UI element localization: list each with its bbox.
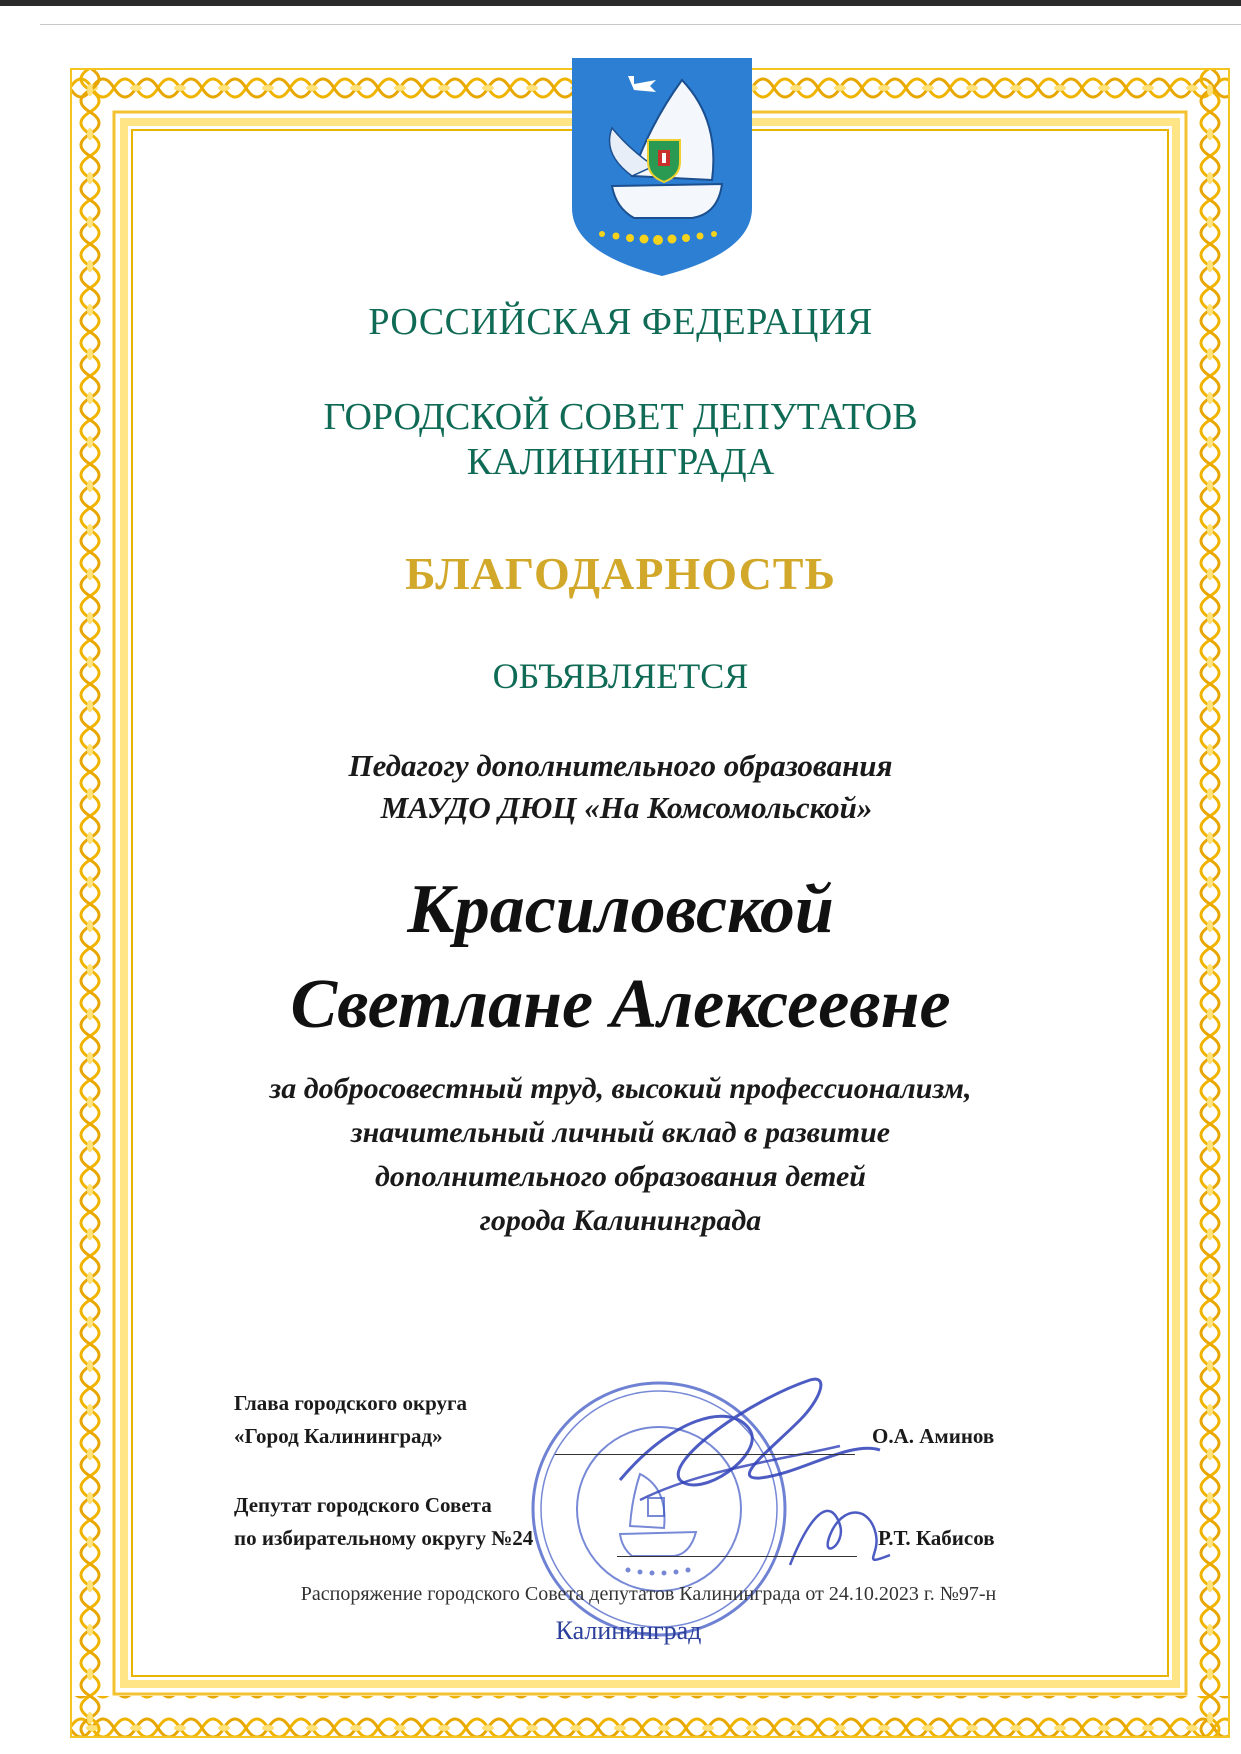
announce-line: ОБЪЯВЛЯЕТСЯ <box>492 656 749 696</box>
recipient-position-line2: МАУДО ДЮЦ «На Комсомольской» <box>380 790 873 825</box>
certificate-title: БЛАГОДАРНОСТЬ <box>405 548 836 599</box>
recipient-position-line1: Педагогу дополнительного образования <box>348 748 893 783</box>
reason-line: значительный личный вклад в развитие <box>350 1116 891 1149</box>
signatory-2-title-line2: по избирательному округу №24 <box>234 1526 534 1550</box>
decree-reference: Распоряжение городского Совета депутатов Калининграда от 24.10.2023 г. №97-н <box>300 1583 997 1605</box>
council-heading-line2: КАЛИНИНГРАДА <box>466 441 775 483</box>
kaliningrad-coat-of-arms-icon <box>572 58 752 278</box>
reason-line: дополнительного образования детей <box>375 1160 866 1193</box>
signatory-1-name: О.А. Аминов <box>872 1424 995 1448</box>
signatory-2-name: Р.Т. Кабисов <box>878 1526 995 1550</box>
signatory-2-title-line1: Депутат городского Совета <box>234 1493 492 1517</box>
recipient-given-names: Светлане Алексеевне <box>290 966 951 1043</box>
scan-edge-thin <box>40 24 1241 25</box>
city-name: Калининград <box>555 1616 702 1645</box>
signature-line <box>617 1556 857 1557</box>
signatory-1-title-line2: «Город Калининград» <box>234 1424 443 1448</box>
coat-of-arms <box>572 58 752 278</box>
reason-line: за добросовестный труд, высокий профессионализм, <box>269 1072 972 1105</box>
signature-line <box>555 1454 855 1455</box>
scan-edge <box>0 0 1241 6</box>
council-heading-line1: ГОРОДСКОЙ СОВЕТ ДЕПУТАТОВ <box>323 396 918 438</box>
country-heading: РОССИЙСКАЯ ФЕДЕРАЦИЯ <box>368 301 873 343</box>
recipient-surname: Красиловской <box>407 871 834 948</box>
reason-line: города Калининграда <box>479 1204 762 1237</box>
signatory-1-title-line1: Глава городского округа <box>234 1391 468 1415</box>
